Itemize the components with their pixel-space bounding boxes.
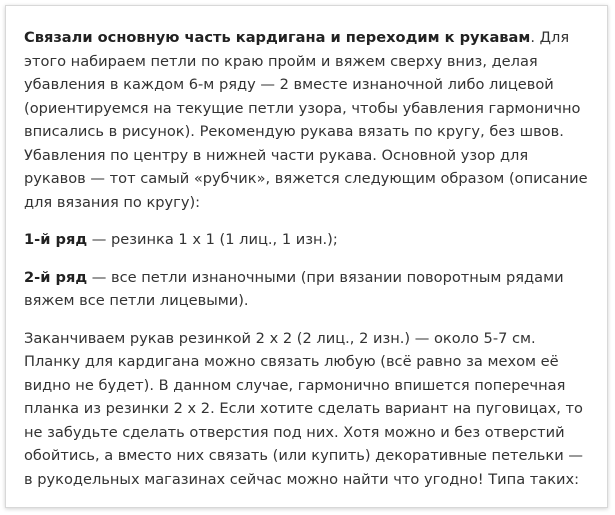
row-1-label: 1-й ряд	[24, 231, 88, 248]
paragraph-finishing	[24, 327, 593, 492]
paragraph-sleeves-intro-bold: Связали основную часть кардигана и переходим к рукавам	[24, 29, 531, 46]
row-2-text: — все петли изнаночными (при вязании поворотным рядами вяжем все петли лицевыми).	[24, 268, 564, 309]
paragraph-sleeves-intro-text: . Для этого набираем петли по краю пройм и вяжем сверху вниз, делая убавления в каждом 6-м ряду — 2 вместе изнаночной либо лицевой (ориентируемся на текущие петли узора, чтобы убавления гармонично вписались в рисунок). Рекомендую рукава вязать по кругу, без швов. Убавления по центру в нижней части рукава. Основной узор для рукавов — тот самый «рубчик», вяжется следующим образом (описание для вязания по кругу):	[24, 29, 588, 211]
paragraph-row-1	[24, 228, 593, 252]
row-2-label: 2-й ряд	[24, 268, 88, 286]
finishing-text: Заканчиваем рукав резинкой 2 х 2 (2 лиц., 2 изн.) — около 5-7 см. Планку для кардигана можно связать любую (всё равно за мехом её видно не будет). В данном случае, гармонично впишется поперечная планка из резинки 2 х 2. Если хотите сделать вариант на пуговицах, то не забудьте сделать отверстия под них. Хотя можно и без отверстий обойтись, а вместо них связать (или купить) декоративные петельки — в рукодельных магазинах сейчас можно найти что угодно! Типа таких:	[24, 329, 583, 488]
paragraph-sleeves-intro	[24, 26, 593, 214]
paragraph-row-2	[24, 266, 593, 313]
row-1-text: — резинка 1 х 1 (1 лиц., 1 изн.);	[87, 231, 338, 248]
article-card	[5, 5, 608, 508]
article-content	[6, 6, 607, 491]
